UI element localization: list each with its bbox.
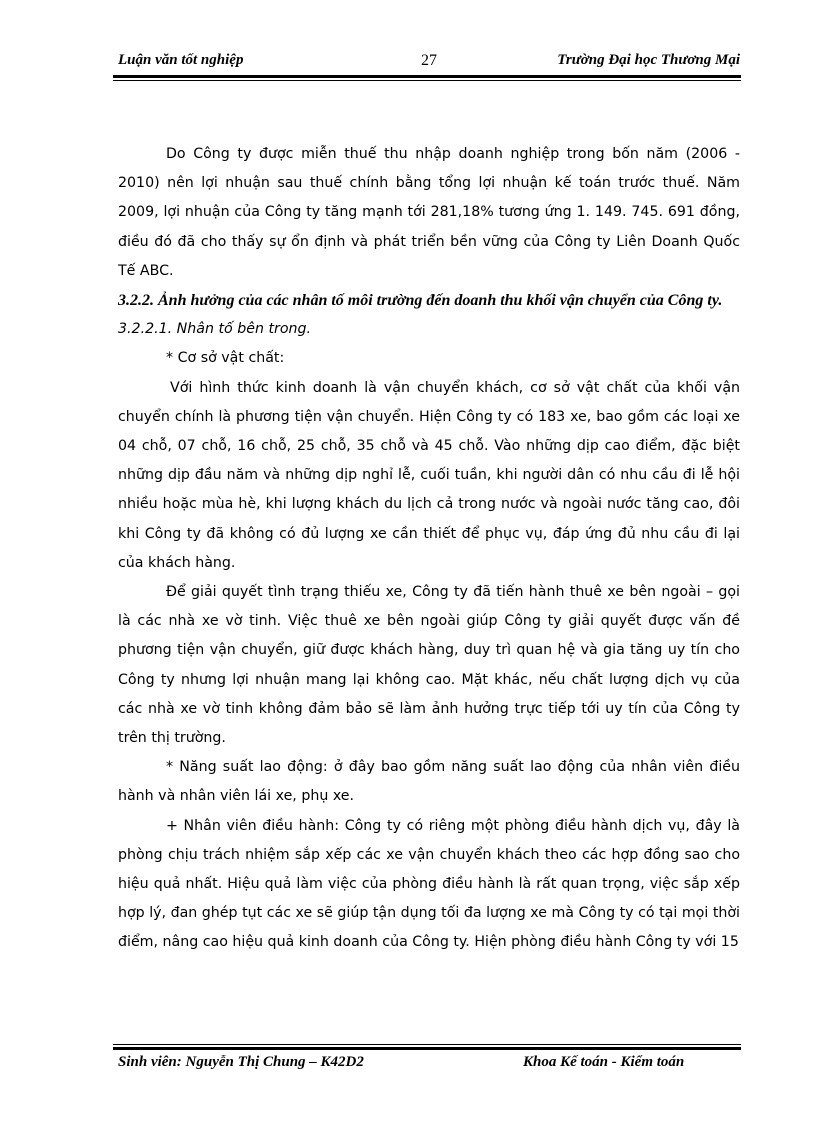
paragraph-profit: Do Công ty được miễn thuế thu nhập doanh nghiệp trong bốn năm (2006 - 2010) nên lợi nhuận sau thuế chính bằng tổng lợi nhuận kế toán trước thuế. Năm 2009, lợi nhuận của Công ty tăng mạnh tới 281,18% tương ứng 1. 149. 745. 691 đồng, điều đó đã cho thấy sự ổn định và phát triển bền vững của Công ty Liên Doanh Quốc Tế ABC. bbox=[118, 146, 740, 279]
paragraph-facilities-label: * Cơ sở vật chất: bbox=[166, 350, 285, 367]
section-heading-3-2-2: 3.2.2. Ảnh hưởng của các nhân tố môi trường đến doanh thu khối vận chuyển của Công ty. bbox=[118, 292, 723, 310]
footer-rule-thick bbox=[113, 1047, 741, 1050]
header-thesis-label: Luận văn tốt nghiệp bbox=[118, 52, 244, 68]
paragraph-labor-productivity: * Năng suất lao động: ở đây bao gồm năng suất lao động của nhân viên điều hành và nhân viên lái xe, phụ xe. bbox=[118, 759, 740, 805]
footer-rule-thin bbox=[113, 1044, 741, 1045]
header-rule-thin bbox=[113, 80, 741, 81]
page-body bbox=[118, 140, 740, 958]
header-rule-thick bbox=[113, 75, 741, 78]
paragraph-facilities: Với hình thức kinh doanh là vận chuyển khách, cơ sở vật chất của khối vận chuyển chính là phương tiện vận chuyển. Hiện Công ty có 183 xe, bao gồm các loại xe 04 chỗ, 07 chỗ, 16 chỗ, 25 chỗ, 35 chỗ và 45 chỗ. Vào những dịp cao điểm, đặc biệt những dịp đầu năm và những dịp nghỉ lễ, cuối tuần, khi người dân có nhu cầu đi lễ hội nhiều hoặc mùa hè, khi lượng khách du lịch cả trong nước và ngoài nước tăng cao, đôi khi Công ty đã không có đủ lượng xe cần thiết để phục vụ, đáp ứng đủ nhu cầu đi lại của khách hàng. bbox=[118, 379, 740, 571]
paragraph-rental-vehicles: Để giải quyết tình trạng thiếu xe, Công ty đã tiến hành thuê xe bên ngoài – gọi là các nhà xe vờ tinh. Việc thuê xe bên ngoài giúp Công ty giải quyết được vấn đề phương tiện vận chuyển, giữ được khách hàng, duy trì quan hệ và gia tăng uy tín cho Công ty nhưng lợi nhuận mang lại không cao. Mặt khác, nếu chất lượng dịch vụ của các nhà xe vờ tinh không đảm bảo sẽ làm ảnh hưởng trực tiếp tới uy tín của Công ty trên thị trường. bbox=[118, 584, 740, 747]
subsection-heading-3-2-2-1: 3.2.2.1. Nhân tố bên trong. bbox=[118, 321, 312, 338]
footer-department: Khoa Kế toán - Kiểm toán bbox=[523, 1054, 685, 1070]
footer-student: Sinh viên: Nguyễn Thị Chung – K42D2 bbox=[118, 1054, 364, 1070]
paragraph-operations-staff: + Nhân viên điều hành: Công ty có riêng một phòng điều hành dịch vụ, đây là phòng chịu trách nhiệm sắp xếp các xe vận chuyển khách theo các hợp đồng sao cho hiệu quả nhất. Hiệu quả làm việc của phòng điều hành là rất quan trọng, việc sắp xếp hợp lý, đan ghép tụt các xe sẽ giúp tận dụng tối đa lượng xe mà Công ty có tại mọi thời điểm, nâng cao hiệu quả kinh doanh của Công ty. Hiện phòng điều hành Công ty với 15 bbox=[118, 817, 740, 951]
header-university: Trường Đại học Thương Mại bbox=[557, 52, 740, 68]
page-footer bbox=[118, 1054, 740, 1076]
page-header bbox=[118, 52, 740, 74]
page-number: 27 bbox=[421, 52, 437, 69]
